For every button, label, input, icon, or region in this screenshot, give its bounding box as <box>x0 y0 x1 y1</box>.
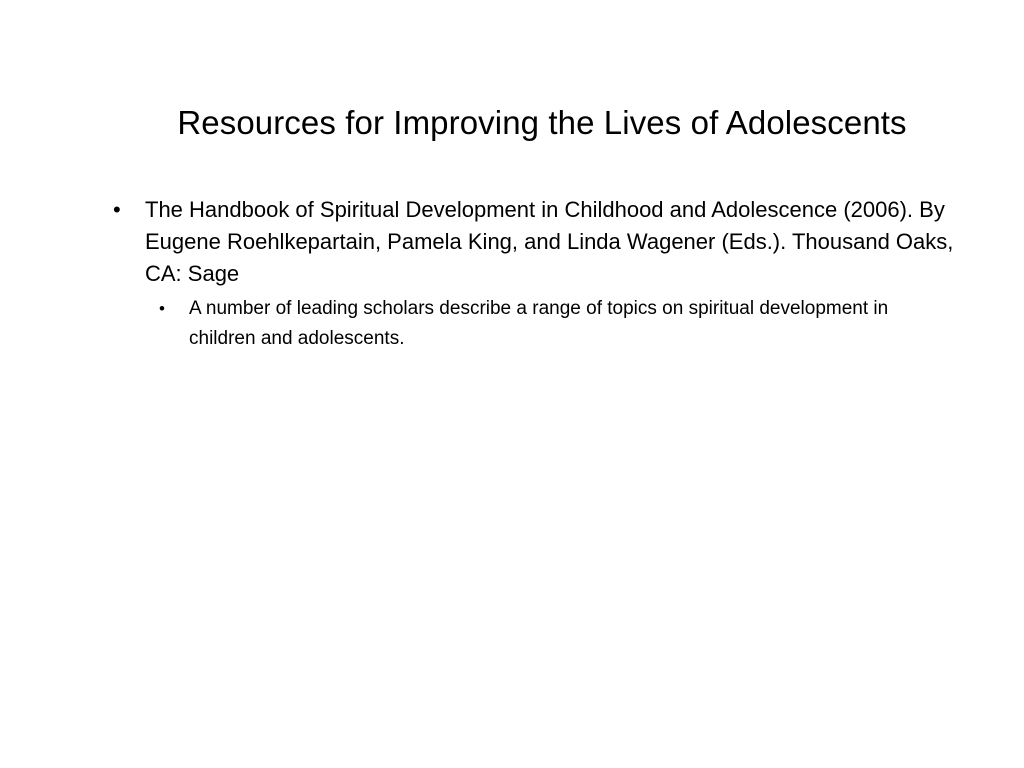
slide-body <box>113 194 983 354</box>
slide-title: Resources for Improving the Lives of Adolescents <box>177 104 907 142</box>
bullet-icon: • <box>113 197 121 222</box>
sub-bullet-icon: • <box>159 299 165 318</box>
sub-bullet-text: A number of leading scholars describe a range of topics on spiritual development in children and adolescents. <box>189 298 889 349</box>
bullet-text: The Handbook of Spiritual Development in Childhood and Adolescence (2006). By Eugene Roehlkepartain, Pamela King, and Linda Wagener (Eds.). Thousand Oaks, CA: Sage <box>145 197 954 286</box>
sub-bullet-item <box>159 294 909 354</box>
bullet-item <box>113 194 983 290</box>
